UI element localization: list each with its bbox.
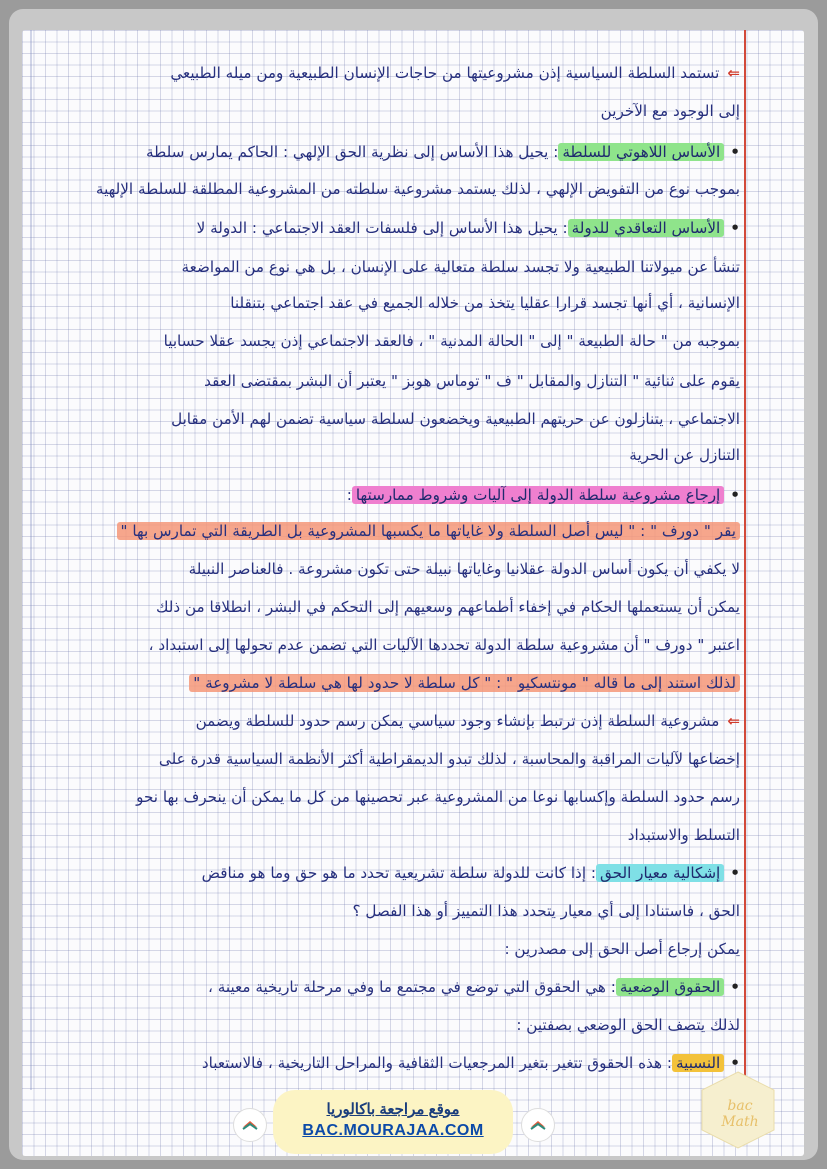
note-text: يمكن إرجاع أصل الحق إلى مصدرين :	[504, 940, 740, 958]
note-line	[44, 326, 740, 356]
note-line	[44, 858, 740, 888]
note-text: رسم حدود السلطة وإكسابها نوعا من المشروعية عبر تحصينها من كل ما يمكن أن ينحرف بها نحو	[136, 788, 740, 806]
note-line	[44, 630, 740, 660]
note-text: : إذا كانت للدولة سلطة تشريعية تحدد ما هو حق وما هو مناقض	[201, 864, 596, 882]
note-line	[44, 137, 740, 167]
bullet-icon: •	[730, 1054, 740, 1072]
note-text: إلى الوجود مع الآخرين	[600, 102, 740, 120]
note-text: : هي الحقوق التي توضع في مجتمع ما وفي مرحلة تاريخية معينة ،	[208, 978, 616, 996]
note-line	[44, 213, 740, 243]
note-text: التسلط والاستبداد	[627, 826, 740, 844]
quote-band: يقر " دورف " : " ليس أصل السلطة ولا غاياتها ما يكسبها المشروعية بل الطريقة التي تمارس بها "	[117, 522, 740, 540]
note-line	[44, 58, 740, 88]
bullet-icon: •	[730, 864, 740, 882]
arrow-icon: ⇐	[727, 64, 740, 82]
note-line	[44, 592, 740, 622]
note-text: اعتبر " دورف " أن مشروعية سلطة الدولة تحددها الآليات التي تضمن عدم تحولها إلى استبداد ،	[148, 636, 740, 654]
site-logo-icon	[233, 1108, 267, 1142]
note-line	[44, 1010, 740, 1040]
note-text: لذلك يتصف الحق الوضعي بصفتين :	[516, 1016, 740, 1034]
note-line	[44, 366, 740, 396]
note-line	[44, 404, 740, 434]
note-text: التنازل عن الحرية	[629, 446, 740, 464]
bullet-icon: •	[730, 219, 740, 237]
note-line	[44, 782, 740, 812]
note-text: تنشأ عن ميولاتنا الطبيعية ولا تجسد سلطة متعالية على الإنسان ، بل هي نوع من المواضعة	[181, 258, 740, 276]
note-text: مشروعية السلطة إذن ترتبط بإنشاء وجود سياسي يمكن رسم حدود للسلطة ويضمن	[195, 712, 720, 730]
section-heading: إشكالية معيار الحق	[596, 864, 724, 882]
note-line	[44, 934, 740, 964]
note-line	[44, 96, 740, 126]
note-text: :	[346, 486, 352, 504]
section-heading: النسبية	[672, 1054, 724, 1072]
note-line	[44, 516, 740, 546]
note-text: بموجب نوع من التفويض الإلهي ، لذلك يستمد مشروعية سلطته من المشروعية المطلقة للسلطة الإلهية	[95, 180, 740, 198]
margin-line	[744, 30, 746, 1090]
note-line	[44, 174, 740, 204]
note-line	[44, 668, 740, 698]
note-line	[44, 1048, 740, 1078]
note-line	[44, 288, 740, 318]
note-line	[44, 480, 740, 510]
note-line	[44, 554, 740, 584]
note-line	[44, 252, 740, 282]
note-text: يمكن أن يستعملها الحكام في إخفاء أطماعهم وسعيهم إلى التحكم في البشر ، انطلاقا من ذلك	[155, 598, 740, 616]
bullet-icon: •	[730, 978, 740, 996]
bullet-icon: •	[730, 486, 740, 504]
note-text: : يحيل هذا الأساس إلى فلسفات العقد الاجتماعي : الدولة لا	[196, 219, 568, 237]
site-footer[interactable]	[273, 1090, 513, 1154]
note-text: تستمد السلطة السياسية إذن مشروعيتها من حاجات الإنسان الطبيعية ومن ميله الطبيعي	[170, 64, 720, 82]
note-line	[44, 744, 740, 774]
note-text: لا يكفي أن يكون أساس الدولة عقلانيا وغاياتها نبيلة حتى تكون مشروعة . فالعناصر النبيلة	[188, 560, 740, 578]
section-heading: الحقوق الوضعية	[616, 978, 724, 996]
bullet-icon: •	[730, 143, 740, 161]
note-text: : يحيل هذا الأساس إلى نظرية الحق الإلهي : الحاكم يمارس سلطة	[146, 143, 559, 161]
note-line	[44, 440, 740, 470]
bacmath-logo-text: bac Math	[721, 1098, 759, 1130]
note-line	[44, 706, 740, 736]
note-text: يقوم على ثنائية " التنازل والمقابل " ف " توماس هوبز " يعتبر أن البشر بمقتضى العقد	[204, 372, 740, 390]
site-url[interactable]: BAC.MOURAJAA.COM	[302, 1122, 484, 1139]
note-text: الإنسانية ، أي أنها تجسد قرارا عقليا يتخذ من خلاله الجميع في عقد اجتماعي بتنقلنا	[230, 294, 740, 312]
note-text: الاجتماعي ، يتنازلون عن حريتهم الطبيعية ويخضعون لسلطة سياسية تضمن لهم الأمن مقابل	[171, 410, 740, 428]
note-line	[44, 896, 740, 926]
note-text: إخضاعها لآليات المراقبة والمحاسبة ، لذلك تبدو الديمقراطية أكثر الأنظمة السياسية قدرة على	[158, 750, 740, 768]
section-heading: إرجاع مشروعية سلطة الدولة إلى آليات وشروط ممارستها	[352, 486, 724, 504]
note-line	[44, 820, 740, 850]
arrow-icon: ⇐	[727, 712, 740, 730]
note-text: الحق ، فاستنادا إلى أي معيار يتحدد هذا التمييز أو هذا الفصل ؟	[352, 902, 740, 920]
section-heading: الأساس التعاقدي للدولة	[568, 219, 725, 237]
note-text: : هذه الحقوق تتغير بتغير المرجعيات الثقافية والمراحل التاريخية ، فالاستعباد	[201, 1054, 672, 1072]
note-text: بموجبه من " حالة الطبيعة " إلى " الحالة المدنية " ، فالعقد الاجتماعي إذن يجسد عقلا حسابيا	[163, 332, 740, 350]
note-line	[44, 972, 740, 1002]
section-heading: الأساس اللاهوتي للسلطة	[558, 143, 724, 161]
quote-band: لذلك استند إلى ما قاله " مونتسكيو " : " كل سلطة لا حدود لها هي سلطة لا مشروعة "	[189, 674, 740, 692]
site-logo-icon	[521, 1108, 555, 1142]
site-name[interactable]: موقع مراجعة باكالوريا	[326, 1101, 460, 1118]
left-rule	[30, 30, 32, 1090]
